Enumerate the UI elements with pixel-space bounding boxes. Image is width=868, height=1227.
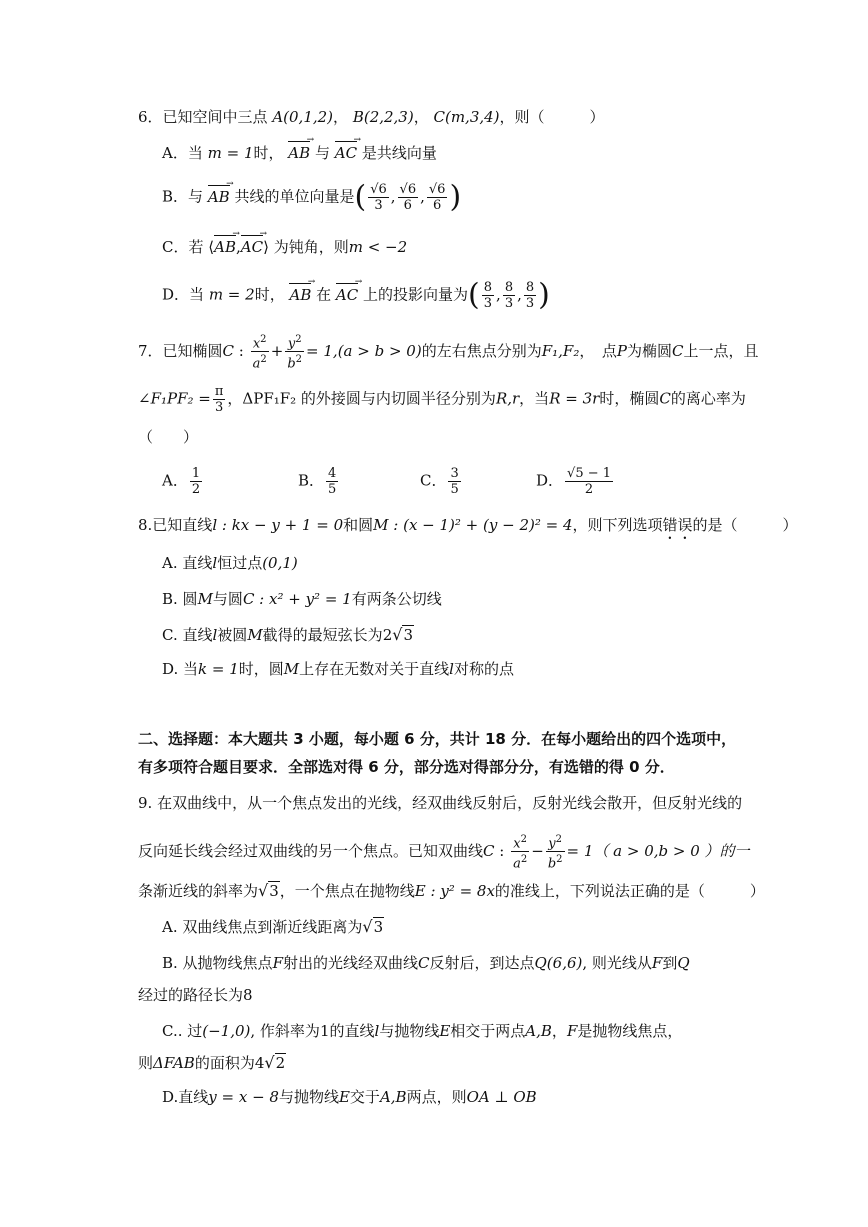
q9-line2: 反向延长线会经过双曲线的另一个焦点。已知双曲线C : $\frac{x^2}{a^2}$ − $\frac{y^2}{b^2}$ = 1（ a > 0,b > 0 ）的一 bbox=[138, 834, 750, 872]
q7-option-d: D． $\frac{√5 - 1}{2}$ bbox=[536, 466, 612, 497]
q9-option-b-line2: 经过的路径长为8 bbox=[138, 986, 253, 1004]
q8-stem: 8.已知直线l : kx − y + 1 = 0和圆M : (x − 1)² + (y − 2)² = 4，则下列选项错误的是（ ） bbox=[138, 516, 798, 534]
q9-option-c-line1: C.. 过(−1,0), 作斜率为1的直线l与抛物线E相交于两点A,B，F是抛物线焦点， bbox=[162, 1022, 683, 1040]
q9-line3: 条渐近线的斜率为√3，一个焦点在抛物线E : y² = 8x的准线上，下列说法正确的是（ ） bbox=[138, 881, 765, 900]
q6-option-a: A．当 m = 1时， AB → 与 AC → 是共线向量 bbox=[162, 142, 437, 164]
q6-option-d: D．当 m = 2时， AB → 在 AC → 上的投影向量为( $\frac{8}{3}$ , $\frac{8}{3}$ , $\frac{8}{3}$ ) bbox=[162, 280, 550, 311]
q8-option-b: B. 圆M与圆C : x² + y² = 1有两条公切线 bbox=[162, 590, 442, 608]
q8-option-d: D. 当k = 1时，圆M上存在无数对关于直线l对称的点 bbox=[162, 660, 514, 678]
q7-line3: （ ） bbox=[138, 428, 199, 446]
q9-option-d: D.直线y = x − 8与抛物线E交于A,B两点，则OA ⊥ OB bbox=[162, 1088, 537, 1106]
section2-header-line2: 有多项符合题目要求．全部选对得 6 分，部分选对得部分分，有选错的得 0 分． bbox=[138, 758, 675, 776]
q6-option-c: C．若 ⟨AB →,AC →⟩ 为钝角，则m < −2 bbox=[162, 236, 407, 258]
section2-header-line1: 二、选择题：本大题共 3 小题，每小题 6 分，共计 18 分．在每小题给出的四个选项中， bbox=[138, 730, 737, 748]
q8-option-c: C. 直线l被圆M截得的最短弦长为2√3 bbox=[162, 625, 413, 644]
q6-option-b: B．与 AB → 共线的单位向量是( $\frac{√6}{3}$ , $\frac{√6}{6}$ , $\frac{√6}{6}$ ) bbox=[162, 182, 461, 213]
q9-option-b-line1: B. 从抛物线焦点F射出的光线经双曲线C反射后，到达点Q(6,6), 则光线从F到Q bbox=[162, 954, 690, 972]
q6-stem: 6．已知空间中三点 A(0,1,2)， B(2,2,3)， C(m,3,4)，则（ ） bbox=[138, 108, 605, 126]
q7-option-c: C． $\frac{3}{5}$ bbox=[420, 466, 459, 497]
q7-option-b: B． $\frac{4}{5}$ bbox=[298, 466, 337, 497]
q7-option-a: A． $\frac{1}{2}$ bbox=[162, 466, 201, 497]
q7-line1: 7．已知椭圆C : $\frac{x^2}{a^2}$ + $\frac{y^2}{b^2}$ = 1,(a > b > 0)的左右焦点分别为F₁,F₂， 点P为椭圆C上一点，且 bbox=[138, 334, 759, 372]
q7-line2: ∠F₁PF₂ = $\frac{\pi}{3}$ ，ΔPF₁F₂ 的外接圆与内切圆半径分别为R,r，当R = 3r时，椭圆C的离心率为 bbox=[138, 384, 746, 415]
q9-option-c-line2: 则ΔFAB的面积为4√2 bbox=[138, 1053, 286, 1072]
q9-option-a: A. 双曲线焦点到渐近线距离为√3 bbox=[162, 917, 384, 936]
q9-line1: 9. 在双曲线中，从一个焦点发出的光线，经双曲线反射后，反射光线会散开，但反射光线的 bbox=[138, 794, 743, 812]
q8-option-a: A. 直线l恒过点(0,1) bbox=[162, 554, 298, 572]
